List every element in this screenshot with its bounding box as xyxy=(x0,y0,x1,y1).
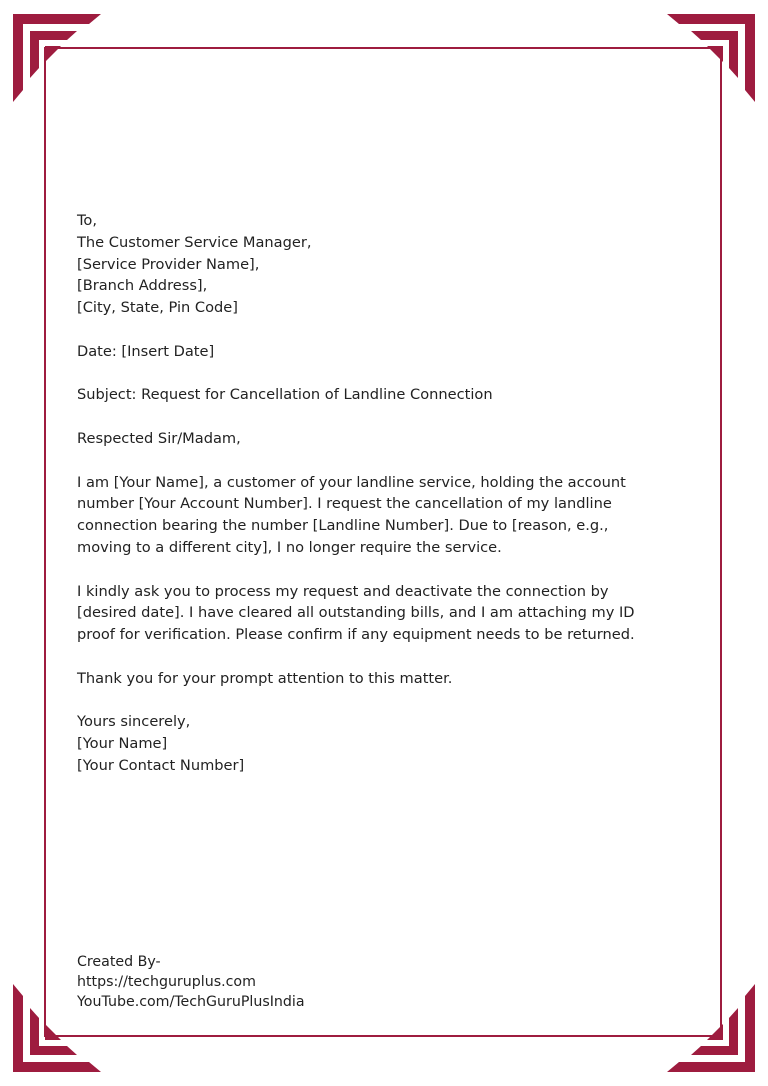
address-line-recipient: The Customer Service Manager, xyxy=(77,233,312,251)
letter-greeting: Respected Sir/Madam, xyxy=(77,429,241,447)
address-line-city: [City, State, Pin Code] xyxy=(77,299,238,317)
closing-contact: [Your Contact Number] xyxy=(77,756,245,774)
letter-closing xyxy=(77,711,687,776)
paragraph-line: moving to a different city], I no longer require the service. xyxy=(77,538,502,556)
letter-subject: Subject: Request for Cancellation of Landline Connection xyxy=(77,386,493,404)
letter-body xyxy=(77,210,687,777)
paragraph-line: proof for verification. Please confirm if any equipment needs to be returned. xyxy=(77,626,635,644)
paragraph-line: number [Your Account Number]. I request the cancellation of my landline xyxy=(77,495,612,513)
recipient-address xyxy=(77,210,687,319)
paragraph-line: [desired date]. I have cleared all outstanding bills, and I am attaching my ID xyxy=(77,604,635,622)
paragraph-line: connection bearing the number [Landline Number]. Due to [reason, e.g., xyxy=(77,517,609,535)
website-link[interactable]: https://techguruplus.com xyxy=(77,974,256,990)
address-to: To, xyxy=(77,212,98,229)
body-paragraph-3: Thank you for your prompt attention to this matter. xyxy=(77,669,453,687)
address-line-provider: [Service Provider Name], xyxy=(77,255,260,273)
body-paragraph-2 xyxy=(77,581,687,646)
closing-signoff: Yours sincerely, xyxy=(77,713,191,731)
closing-name: [Your Name] xyxy=(77,735,168,753)
address-line-branch: [Branch Address], xyxy=(77,277,208,295)
body-paragraph-1 xyxy=(77,472,687,559)
paragraph-line: I kindly ask you to process my request and deactivate the connection by xyxy=(77,582,609,600)
credits-footer xyxy=(77,952,305,1012)
letter-date: Date: [Insert Date] xyxy=(77,342,215,360)
paragraph-line: I am [Your Name], a customer of your landline service, holding the account xyxy=(77,473,626,491)
created-by-label: Created By- xyxy=(77,954,161,970)
youtube-link[interactable]: YouTube.com/TechGuruPlusIndia xyxy=(77,994,305,1010)
